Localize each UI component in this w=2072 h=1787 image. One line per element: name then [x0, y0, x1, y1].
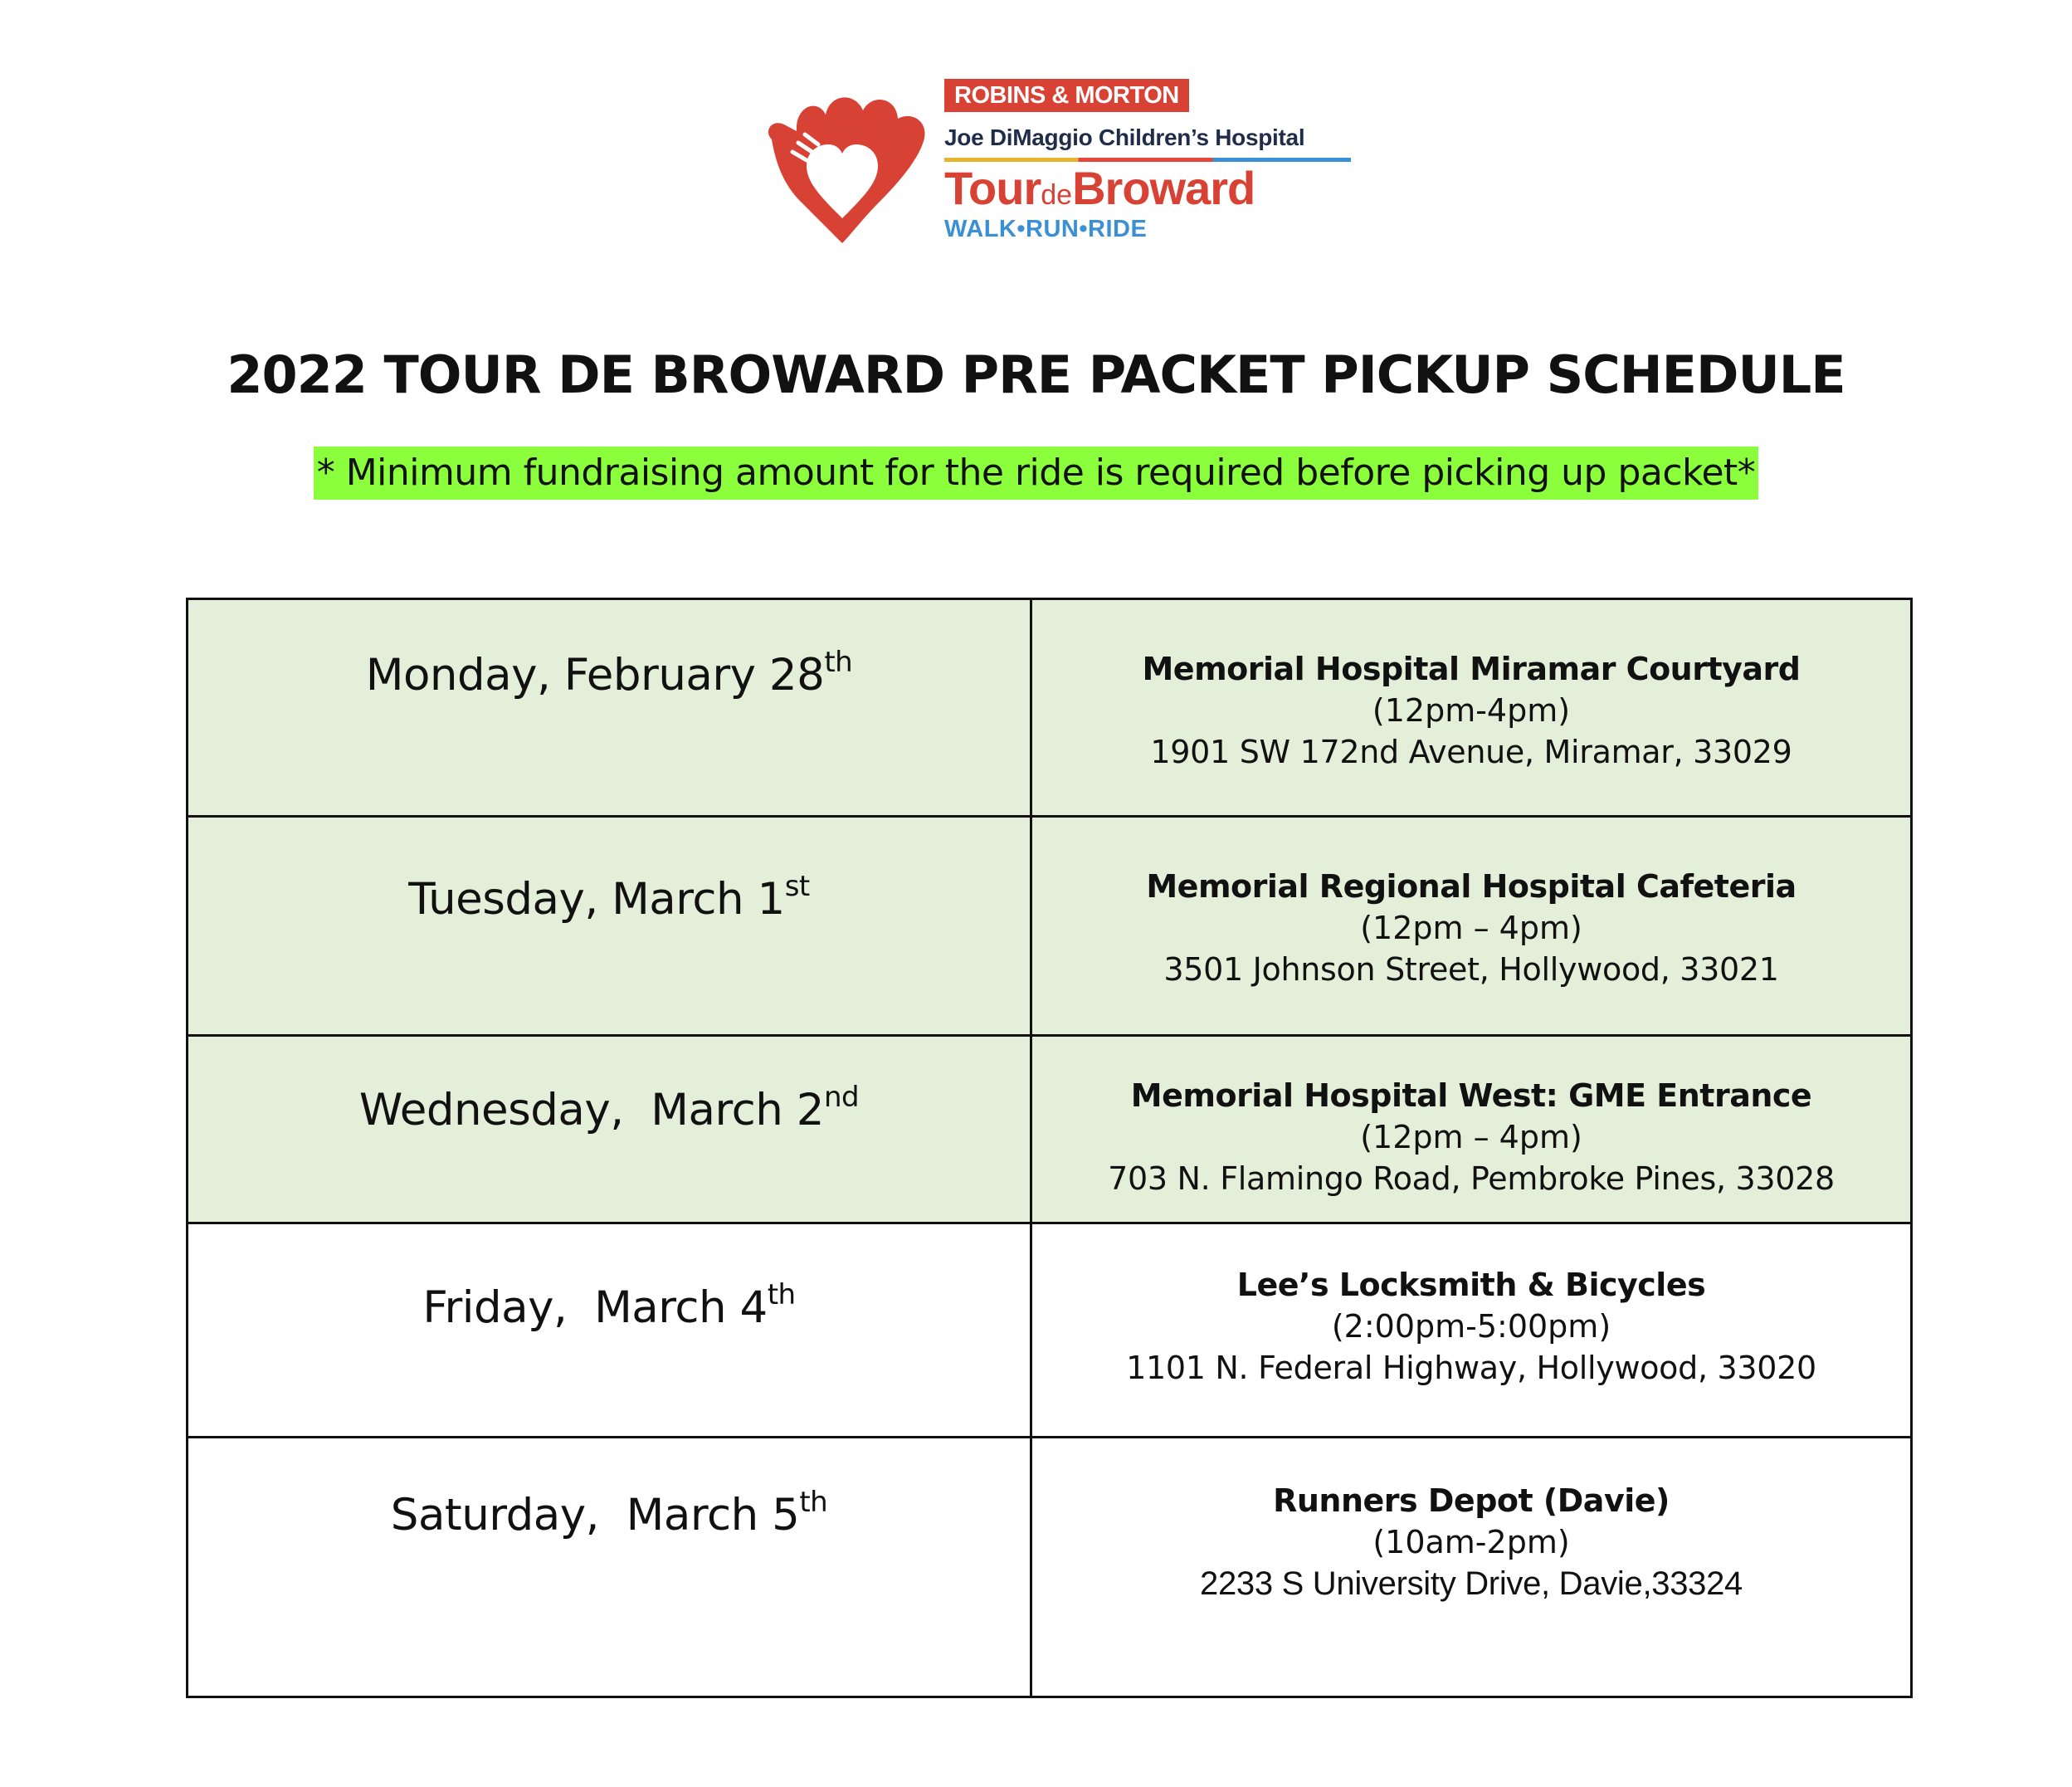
event-logo — [747, 75, 1377, 249]
location-name: Memorial Hospital West: GME Entrance — [1130, 1077, 1812, 1114]
schedule-row — [188, 1037, 1910, 1224]
schedule-date — [188, 600, 1032, 815]
event-name-broward: Broward — [1072, 162, 1255, 214]
page-title: 2022 TOUR DE BROWARD PRE PACKET PICKUP SCHEDULE — [227, 344, 1845, 405]
schedule-date — [188, 1224, 1032, 1436]
fundraising-notice: * Minimum fundraising amount for the ride is required before picking up packet* — [314, 447, 1759, 500]
date-suffix: th — [799, 1486, 828, 1519]
location-name: Memorial Hospital Miramar Courtyard — [1142, 651, 1801, 687]
schedule-row — [188, 1438, 1910, 1696]
schedule-date — [188, 1438, 1032, 1696]
schedule-location — [1032, 1438, 1910, 1696]
logo-wordmark — [944, 75, 1376, 249]
location-address: 703 N. Flamingo Road, Pembroke Pines, 33028 — [1108, 1160, 1835, 1197]
date-text: Saturday, March 5 — [390, 1490, 800, 1540]
location-name: Runners Depot (Davie) — [1273, 1482, 1670, 1519]
event-name — [944, 163, 1255, 221]
location-hours: (10am-2pm) — [1372, 1524, 1570, 1560]
location-address: 2233 S University Drive, Davie,33324 — [1200, 1565, 1743, 1602]
notice-container — [0, 447, 2072, 500]
date-text: Wednesday, March 2 — [358, 1085, 824, 1135]
location-address: 1901 SW 172nd Avenue, Miramar, 33029 — [1150, 734, 1792, 770]
date-suffix: th — [824, 646, 853, 679]
pickup-schedule-table — [186, 598, 1913, 1698]
date-text: Monday, February 28 — [365, 650, 825, 701]
location-address: 3501 Johnson Street, Hollywood, 33021 — [1163, 951, 1779, 988]
schedule-location — [1032, 818, 1910, 1034]
date-text: Tuesday, March 1 — [408, 874, 785, 925]
event-tagline: WALK•RUN•RIDE — [944, 216, 1148, 242]
schedule-row — [188, 818, 1910, 1037]
event-name-tour: Tour — [944, 162, 1041, 214]
location-name: Lee’s Locksmith & Bicycles — [1236, 1267, 1706, 1303]
location-hours: (12pm – 4pm) — [1360, 1119, 1582, 1155]
schedule-location — [1032, 600, 1910, 815]
schedule-row — [188, 600, 1910, 818]
schedule-location — [1032, 1224, 1910, 1436]
date-text: Friday, March 4 — [422, 1282, 768, 1333]
date-suffix: st — [784, 870, 810, 903]
date-suffix: nd — [823, 1081, 860, 1114]
schedule-row — [188, 1224, 1910, 1438]
sponsor-label: ROBINS & MORTON — [944, 79, 1189, 112]
location-hours: (2:00pm-5:00pm) — [1331, 1308, 1611, 1345]
date-suffix: th — [767, 1278, 796, 1311]
schedule-date — [188, 818, 1032, 1034]
location-address: 1101 N. Federal Highway, Hollywood, 33020 — [1126, 1350, 1816, 1386]
location-name: Memorial Regional Hospital Cafeteria — [1146, 868, 1797, 905]
hospital-name: Joe DiMaggio Children’s Hospital — [944, 125, 1305, 150]
heart-glove-icon — [747, 81, 938, 247]
schedule-location — [1032, 1037, 1910, 1222]
schedule-date — [188, 1037, 1032, 1222]
event-name-de: de — [1041, 179, 1073, 211]
location-hours: (12pm – 4pm) — [1360, 910, 1582, 946]
location-hours: (12pm-4pm) — [1372, 692, 1571, 729]
